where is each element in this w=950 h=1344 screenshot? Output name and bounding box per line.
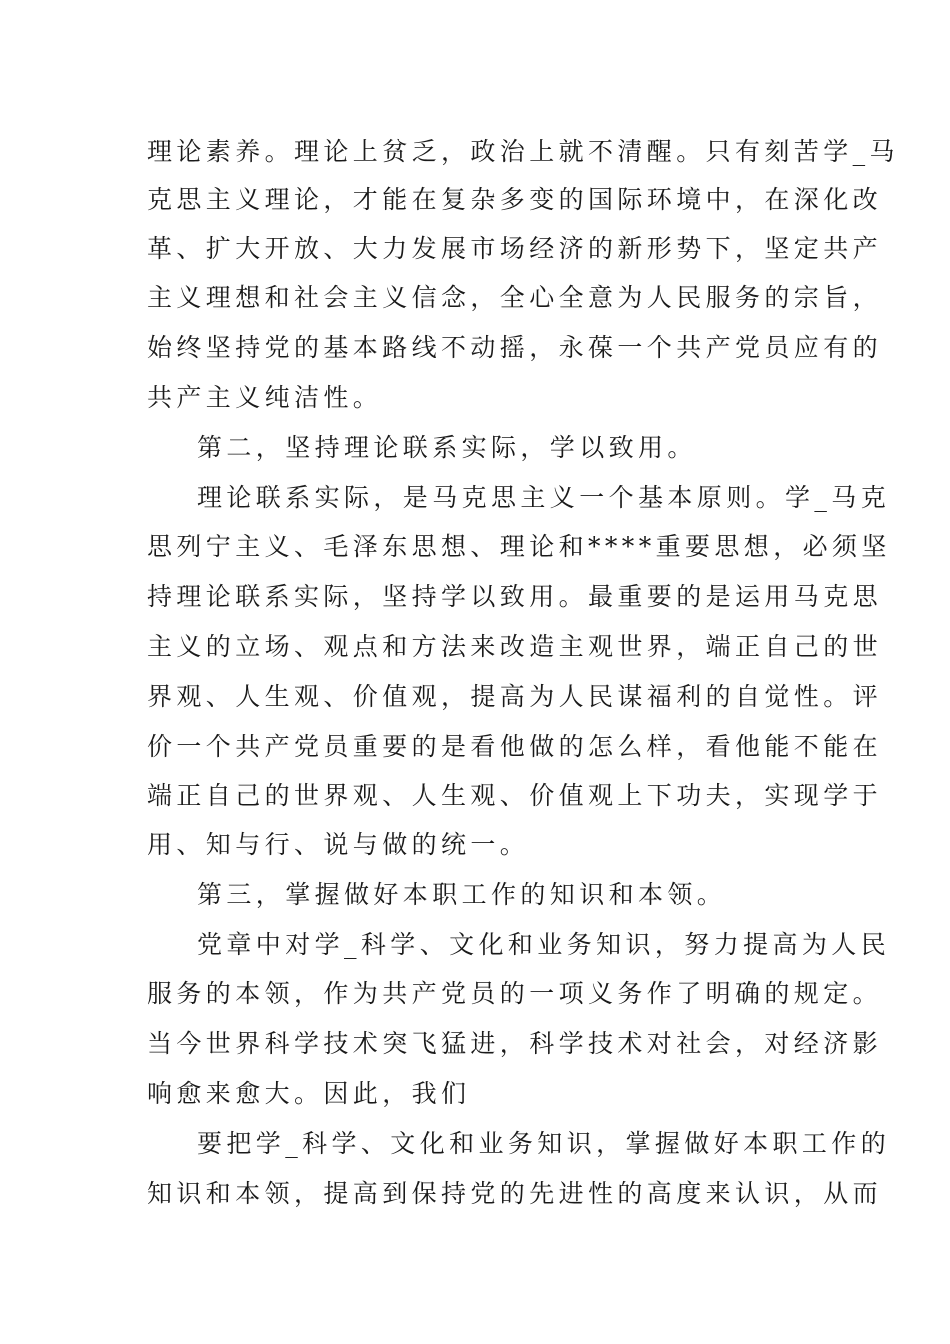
- section-heading-3: 第三，掌握做好本职工作的知识和本领。: [197, 880, 727, 909]
- text-line-2: 克思主义理论，才能在复杂多变的国际环境中，在深化改: [147, 185, 883, 214]
- text-line-20: 响愈来愈大。因此，我们: [147, 1079, 471, 1108]
- text-line-10: 持理论联系实际，坚持学以致用。最重要的是运用马克思: [147, 582, 883, 611]
- text-line-3: 革、扩大开放、大力发展市场经济的新形势下，坚定共产: [147, 234, 883, 263]
- text-line-14: 端正自己的世界观、人生观、价值观上下功夫，实现学于: [147, 781, 883, 810]
- text-line-18: 服务的本领，作为共产党员的一项义务作了明确的规定。: [147, 979, 883, 1008]
- text-line-22: 知识和本领，提高到保持党的先进性的高度来认识，从而: [147, 1179, 883, 1208]
- text-line-6: 共产主义纯洁性。: [147, 383, 383, 412]
- text-line-8: 理论联系实际，是马克思主义一个基本原则。学_马克: [197, 483, 891, 512]
- text-line-5: 始终坚持党的基本路线不动摇，永葆一个共产党员应有的: [147, 333, 883, 362]
- text-line-11: 主义的立场、观点和方法来改造主观世界，端正自己的世: [147, 632, 883, 661]
- text-line-21: 要把学_科学、文化和业务知识，掌握做好本职工作的: [197, 1129, 891, 1158]
- text-line-17: 党章中对学_科学、文化和业务知识，努力提高为人民: [197, 930, 891, 959]
- text-line-1: 理论素养。理论上贫乏，政治上就不清醒。只有刻苦学_马: [147, 137, 899, 166]
- text-line-9: 思列宁主义、毛泽东思想、理论和****重要思想，必须坚: [147, 532, 891, 561]
- text-line-19: 当今世界科学技术突飞猛进，科学技术对社会，对经济影: [147, 1029, 883, 1058]
- section-heading-2: 第二，坚持理论联系实际，学以致用。: [197, 433, 697, 462]
- text-line-12: 界观、人生观、价值观，提高为人民谋福利的自觉性。评: [147, 682, 883, 711]
- text-line-13: 价一个共产党员重要的是看他做的怎么样，看他能不能在: [147, 732, 883, 761]
- text-line-15: 用、知与行、说与做的统一。: [147, 830, 530, 859]
- text-line-4: 主义理想和社会主义信念，全心全意为人民服务的宗旨，: [147, 283, 883, 312]
